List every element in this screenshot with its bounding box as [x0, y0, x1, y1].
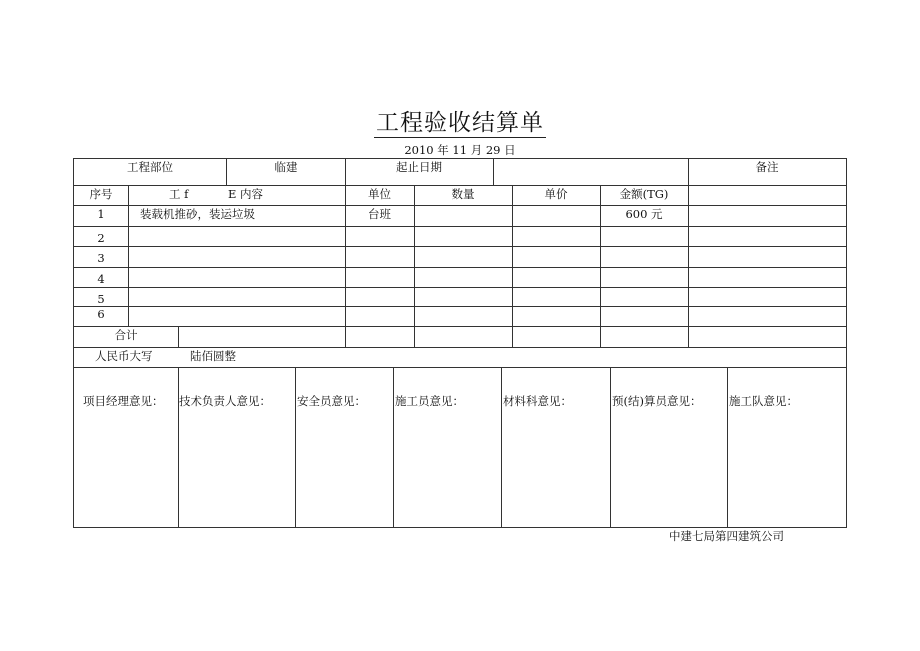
opinion-construction-team: 施工队意见：: [729, 394, 798, 408]
row-1-content: 装载机推砂，装运垃圾: [140, 207, 255, 221]
grid-line: [727, 367, 728, 528]
opinion-materials-dept: 材料科意见：: [503, 394, 572, 408]
grid-line: [178, 367, 179, 528]
grid-line: [73, 326, 847, 327]
col-quantity-header: 数量: [451, 187, 475, 201]
grid-line: [73, 306, 847, 307]
document-date: 2010 年 11 月 29 日: [404, 143, 516, 157]
start-end-date-label: 起止日期: [396, 160, 442, 174]
row-5-index: 5: [97, 292, 105, 306]
remarks-label: 备注: [755, 160, 779, 174]
grid-line: [73, 287, 847, 288]
grid-line: [846, 158, 847, 528]
rmb-uppercase-label: 人民币大写: [95, 349, 153, 363]
grid-line: [393, 367, 394, 528]
grid-line: [414, 185, 415, 348]
grid-line: [493, 158, 494, 186]
col-unit-price-header: 单价: [544, 187, 568, 201]
grid-line: [178, 326, 179, 348]
row-3-index: 3: [97, 251, 105, 265]
opinion-safety-officer: 安全员意见：: [297, 394, 366, 408]
company-name: 中建七局第四建筑公司: [669, 529, 784, 543]
grid-line: [73, 267, 847, 268]
col-index-header: 序号: [89, 187, 113, 201]
row-2-index: 2: [97, 231, 105, 245]
grid-line: [512, 185, 513, 348]
row-6-index: 6: [97, 307, 105, 321]
grid-line: [128, 185, 129, 327]
opinion-project-manager: 项目经理意见：: [83, 394, 164, 408]
row-4-index: 4: [97, 272, 105, 286]
grid-line: [501, 367, 502, 528]
col-content-header-b: E 内容: [228, 187, 264, 201]
rmb-uppercase-value: 陆佰圆整: [190, 349, 236, 363]
row-1-index: 1: [97, 207, 105, 221]
grid-line: [73, 367, 847, 368]
row-1-amount: 600 元: [625, 207, 663, 221]
col-content-header-a: 工 f: [169, 187, 189, 201]
grid-line: [610, 367, 611, 528]
col-amount-header: 金额(TG): [619, 187, 669, 201]
grid-line: [295, 367, 296, 528]
total-label: 合计: [114, 328, 138, 342]
project-site-label: 工程部位: [127, 160, 173, 174]
grid-line: [345, 185, 346, 348]
project-site-value: 临建: [274, 160, 298, 174]
opinion-construction-officer: 施工员意见：: [395, 394, 464, 408]
document-title: 工程验收结算单: [376, 110, 544, 136]
opinion-technical-lead: 技术负责人意见：: [179, 394, 271, 408]
grid-line: [73, 226, 847, 227]
opinion-estimator: 预(结)算员意见：: [612, 394, 702, 408]
grid-line: [73, 246, 847, 247]
row-1-unit: 台班: [368, 207, 391, 221]
col-unit-header: 单位: [368, 187, 391, 201]
grid-line: [688, 185, 689, 348]
